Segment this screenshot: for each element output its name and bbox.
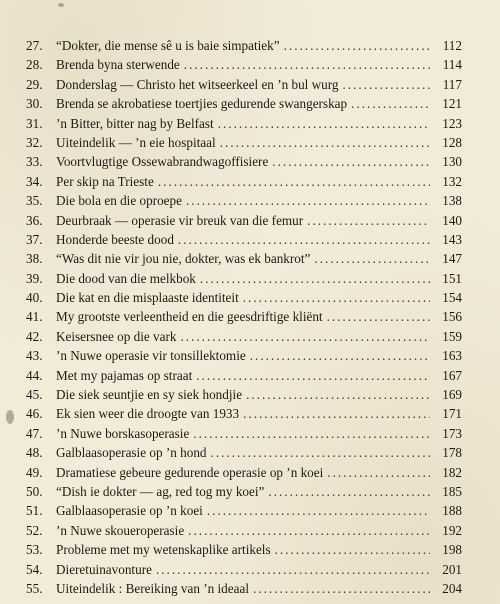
dot-leader bbox=[186, 191, 430, 210]
entry-page-number: 173 bbox=[442, 425, 462, 441]
toc-entry bbox=[26, 191, 462, 210]
entry-number: 55. bbox=[26, 580, 43, 596]
entry-page-number: 159 bbox=[442, 328, 462, 344]
toc-entry bbox=[26, 133, 462, 152]
entry-number: 28. bbox=[26, 57, 43, 73]
entry-title: Galblaasoperasie op ’n hond bbox=[56, 445, 207, 461]
entry-number: 47. bbox=[26, 425, 43, 441]
toc-entry bbox=[26, 114, 462, 133]
entry-page-number: 201 bbox=[442, 561, 462, 577]
dot-leader bbox=[193, 424, 430, 443]
dot-leader bbox=[188, 521, 430, 540]
entry-page-number: 185 bbox=[442, 483, 462, 499]
entry-page-number: 132 bbox=[442, 173, 462, 189]
dot-leader bbox=[351, 94, 430, 113]
entry-page-number: 204 bbox=[442, 580, 462, 596]
dot-leader bbox=[250, 346, 430, 365]
entry-number: 36. bbox=[26, 212, 43, 228]
dot-leader bbox=[220, 133, 430, 152]
entry-number: 27. bbox=[26, 38, 43, 53]
dot-leader bbox=[243, 288, 430, 307]
toc-entry bbox=[26, 288, 462, 307]
entry-title: ’n Nuwe operasie vir tonsillektomie bbox=[56, 348, 246, 364]
ink-smudge-margin bbox=[6, 410, 14, 424]
entry-title: Die bola en die oproepe bbox=[56, 193, 182, 209]
entry-page-number: 156 bbox=[442, 309, 462, 325]
dot-leader bbox=[327, 307, 430, 326]
dot-leader bbox=[184, 55, 430, 74]
entry-page-number: 163 bbox=[442, 348, 462, 364]
dot-leader bbox=[211, 443, 430, 462]
dot-leader bbox=[253, 579, 430, 598]
entry-title: Die siek seuntjie en sy siek hondjie bbox=[56, 387, 243, 403]
entry-title: Brenda se akrobatiese toertjies gedurende swangerskap bbox=[56, 96, 348, 112]
toc-entry bbox=[26, 501, 462, 520]
entry-title: Die dood van die melkbok bbox=[56, 270, 196, 286]
entry-title: “Was dit nie vir jou nie, dokter, was ek bankrot” bbox=[56, 251, 311, 267]
entry-number: 46. bbox=[26, 406, 43, 422]
entry-number: 51. bbox=[26, 503, 43, 519]
toc-entry bbox=[26, 366, 462, 385]
dot-leader bbox=[243, 404, 430, 423]
dot-leader bbox=[314, 249, 430, 268]
toc-entry bbox=[26, 560, 462, 579]
entry-title: Galblaasoperasie op ’n koei bbox=[56, 503, 203, 519]
entry-number: 38. bbox=[26, 251, 43, 267]
toc-entry bbox=[26, 211, 462, 230]
entry-page-number: 117 bbox=[442, 76, 462, 92]
entry-number: 50. bbox=[26, 483, 43, 499]
dot-leader bbox=[307, 211, 430, 230]
entry-page-number: 198 bbox=[442, 542, 462, 558]
entry-page-number: 130 bbox=[442, 154, 462, 170]
entry-page-number: 178 bbox=[442, 445, 462, 461]
toc-entry bbox=[26, 55, 462, 74]
entry-number: 54. bbox=[26, 561, 43, 577]
dot-leader bbox=[196, 366, 430, 385]
dot-leader bbox=[272, 152, 430, 171]
entry-number: 53. bbox=[26, 542, 43, 558]
entry-number: 42. bbox=[26, 328, 43, 344]
entry-page-number: 121 bbox=[442, 96, 462, 112]
entry-number: 34. bbox=[26, 173, 43, 189]
entry-number: 32. bbox=[26, 134, 43, 150]
entry-title: Keisersnee op die vark bbox=[56, 328, 177, 344]
entry-number: 33. bbox=[26, 154, 43, 170]
entry-title: Honderde beeste dood bbox=[56, 231, 174, 247]
toc-entry bbox=[26, 424, 462, 443]
toc-entry bbox=[26, 540, 462, 559]
toc-entry bbox=[26, 463, 462, 482]
entry-number: 29. bbox=[26, 76, 43, 92]
entry-title: Voortvlugtige Ossewabrandwagoffisiere bbox=[56, 154, 269, 170]
entry-title: “Dokter, die mense sê u is baie simpatiek” bbox=[56, 38, 280, 53]
entry-page-number: 182 bbox=[442, 464, 462, 480]
toc-entry bbox=[26, 307, 462, 326]
entry-number: 43. bbox=[26, 348, 43, 364]
entry-number: 45. bbox=[26, 387, 43, 403]
toc-entry bbox=[26, 94, 462, 113]
entry-number: 40. bbox=[26, 290, 43, 306]
dot-leader bbox=[284, 36, 430, 55]
entry-title: Uiteindelik — ’n eie hospitaal bbox=[56, 134, 216, 150]
dot-leader bbox=[178, 230, 430, 249]
entry-page-number: 114 bbox=[442, 57, 462, 73]
entry-page-number: 138 bbox=[442, 193, 462, 209]
entry-number: 39. bbox=[26, 270, 43, 286]
toc-entry bbox=[26, 75, 462, 94]
entry-number: 30. bbox=[26, 96, 43, 112]
entry-title: Uiteindelik : Bereiking van ’n ideaal bbox=[56, 580, 249, 596]
dot-leader bbox=[343, 75, 431, 94]
entry-number: 35. bbox=[26, 193, 43, 209]
entry-title: Die kat en die misplaaste identiteit bbox=[56, 290, 239, 306]
entry-title: Deurbraak — operasie vir breuk van die femur bbox=[56, 212, 304, 228]
toc-entry bbox=[26, 521, 462, 540]
entry-page-number: 188 bbox=[442, 503, 462, 519]
dot-leader bbox=[156, 560, 430, 579]
ink-smudge-top bbox=[58, 3, 64, 7]
entry-title: Dramatiese gebeure gedurende operasie op ’n koei bbox=[56, 464, 324, 480]
entry-title: Ek sien weer die droogte van 1933 bbox=[56, 406, 240, 422]
dot-leader bbox=[180, 327, 430, 346]
entry-number: 52. bbox=[26, 522, 43, 538]
entry-number: 48. bbox=[26, 445, 43, 461]
toc-entry bbox=[26, 327, 462, 346]
table-of-contents bbox=[26, 36, 462, 598]
entry-number: 31. bbox=[26, 115, 43, 131]
toc-entry bbox=[26, 579, 462, 598]
toc-entry bbox=[26, 346, 462, 365]
dot-leader bbox=[275, 540, 430, 559]
dot-leader bbox=[218, 114, 430, 133]
entry-number: 44. bbox=[26, 367, 43, 383]
entry-title: Brenda byna sterwende bbox=[56, 57, 180, 73]
dot-leader bbox=[327, 463, 430, 482]
entry-number: 37. bbox=[26, 231, 43, 247]
entry-title: Probleme met my wetenskaplike artikels bbox=[56, 542, 271, 558]
toc-entry bbox=[26, 385, 462, 404]
dot-leader bbox=[268, 482, 430, 501]
toc-entry bbox=[26, 404, 462, 423]
entry-title: Dieretuinavonture bbox=[56, 561, 152, 577]
toc-entry bbox=[26, 443, 462, 462]
toc-entry bbox=[26, 230, 462, 249]
entry-title: Donderslag — Christo het witseerkeel en ’n bul wurg bbox=[56, 76, 339, 92]
entry-page-number: 151 bbox=[442, 270, 462, 286]
toc-entry bbox=[26, 249, 462, 268]
toc-entry bbox=[26, 152, 462, 171]
dot-leader bbox=[200, 269, 430, 288]
entry-page-number: 154 bbox=[442, 290, 462, 306]
entry-page-number: 140 bbox=[442, 212, 462, 228]
entry-number: 41. bbox=[26, 309, 43, 325]
entry-title: ’n Bitter, bitter nag by Belfast bbox=[56, 115, 214, 131]
toc-entry bbox=[26, 172, 462, 191]
entry-title: My grootste verleentheid en die geesdriftige kliënt bbox=[56, 309, 323, 325]
toc-entry bbox=[26, 482, 462, 501]
entry-title: ’n Nuwe skoueroperasie bbox=[56, 522, 185, 538]
entry-title: “Dish ie dokter — ag, red tog my koei” bbox=[56, 483, 265, 499]
entry-title: ’n Nuwe borskasoperasie bbox=[56, 425, 190, 441]
dot-leader bbox=[246, 385, 430, 404]
dot-leader bbox=[158, 172, 430, 191]
entry-page-number: 143 bbox=[442, 231, 462, 247]
dot-leader bbox=[207, 501, 430, 520]
entry-page-number: 192 bbox=[442, 522, 462, 538]
entry-page-number: 147 bbox=[442, 251, 462, 267]
toc-entry bbox=[26, 36, 462, 55]
entry-title: Met my pajamas op straat bbox=[56, 367, 193, 383]
entry-page-number: 169 bbox=[442, 387, 462, 403]
entry-number: 49. bbox=[26, 464, 43, 480]
entry-page-number: 128 bbox=[442, 134, 462, 150]
entry-title: Per skip na Trieste bbox=[56, 173, 154, 189]
entry-page-number: 167 bbox=[442, 367, 462, 383]
entry-page-number: 123 bbox=[442, 115, 462, 131]
entry-page-number: 112 bbox=[442, 38, 462, 53]
entry-page-number: 171 bbox=[442, 406, 462, 422]
toc-entry bbox=[26, 269, 462, 288]
